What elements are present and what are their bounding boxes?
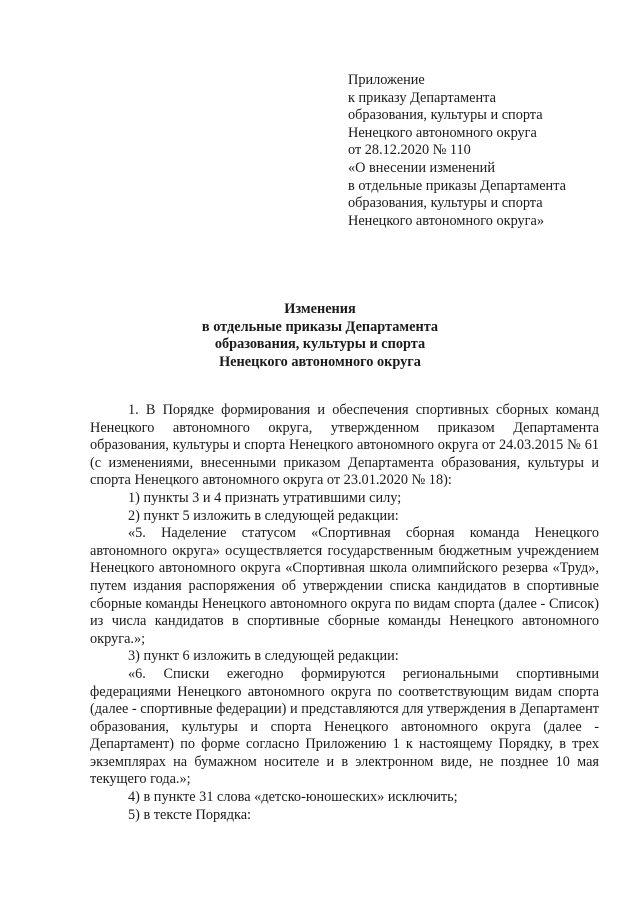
title-line: образования, культуры и спорта xyxy=(214,336,426,352)
annex-line: от 28.12.2020 № 110 xyxy=(348,142,471,159)
title-line: Ненецкого автономного округа xyxy=(219,353,421,370)
document-title xyxy=(0,301,640,371)
paragraph-subitem-5: 5) в тексте Порядка: xyxy=(128,806,252,823)
title-line: Изменения xyxy=(284,301,356,317)
annex-line: Ненецкого автономного округа xyxy=(348,124,537,141)
paragraph-quote-5: «5. Наделение статусом «Спортивная сборная команда Ненецкого автономного округа» осуществляется государственным бюджетным учреждением Ненецкого автономного округа «Спортивная школа олимпийского резерва «Труд», путем издания распоряжения об утверждении списка кандидатов в спортивные сборные команды Ненецкого автономного округа по видам спорта (далее - Список) из числа кандидатов в спортивные сборные команды Ненецкого автономного округа.»; xyxy=(90,525,599,647)
annex-header xyxy=(348,72,618,230)
paragraph-subitem-1: 1) пункты 3 и 4 признать утратившими силу; xyxy=(128,489,402,506)
annex-line: Ненецкого автономного округа» xyxy=(348,212,545,229)
paragraph-subitem-3: 3) пункт 6 изложить в следующей редакции: xyxy=(128,648,399,665)
annex-line: «О внесении изменений xyxy=(348,159,495,176)
annex-line: образования, культуры и спорта xyxy=(348,195,543,212)
annex-line: в отдельные приказы Департамента xyxy=(348,177,566,194)
annex-line: образования, культуры и спорта xyxy=(348,107,543,124)
document-body xyxy=(90,402,599,824)
paragraph-subitem-4: 4) в пункте 31 слова «детско-юношеских» исключить; xyxy=(128,789,458,806)
annex-line: Приложение xyxy=(348,72,425,88)
paragraph-item-1: 1. В Порядке формирования и обеспечения спортивных сборных команд Ненецкого автономного округа, утвержденном приказом Департамента образования, культуры и спорта Ненецкого автономного округа от 24.03.2015 № 61 (с изменениями, внесенными приказом Департамента образования, культуры и спорта Ненецкого автономного округа от 23.01.2020 № 18): xyxy=(90,402,599,489)
annex-line: к приказу Департамента xyxy=(348,89,496,106)
paragraph-subitem-2: 2) пункт 5 изложить в следующей редакции: xyxy=(128,507,399,524)
title-line: в отдельные приказы Департамента xyxy=(201,318,439,335)
paragraph-quote-6: «6. Списки ежегодно формируются региональными спортивными федерациями Ненецкого автономного округа по соответствующим видам спорта (далее - спортивные федерации) и представляются для утверждения в Департамент образования, культуры и спорта Ненецкого автономного округа (далее - Департамент) по форме согласно Приложению 1 к настоящему Порядку, в трех экземплярах на бумажном носителе и в электронном виде, не позднее 10 мая текущего года.»; xyxy=(90,665,599,788)
